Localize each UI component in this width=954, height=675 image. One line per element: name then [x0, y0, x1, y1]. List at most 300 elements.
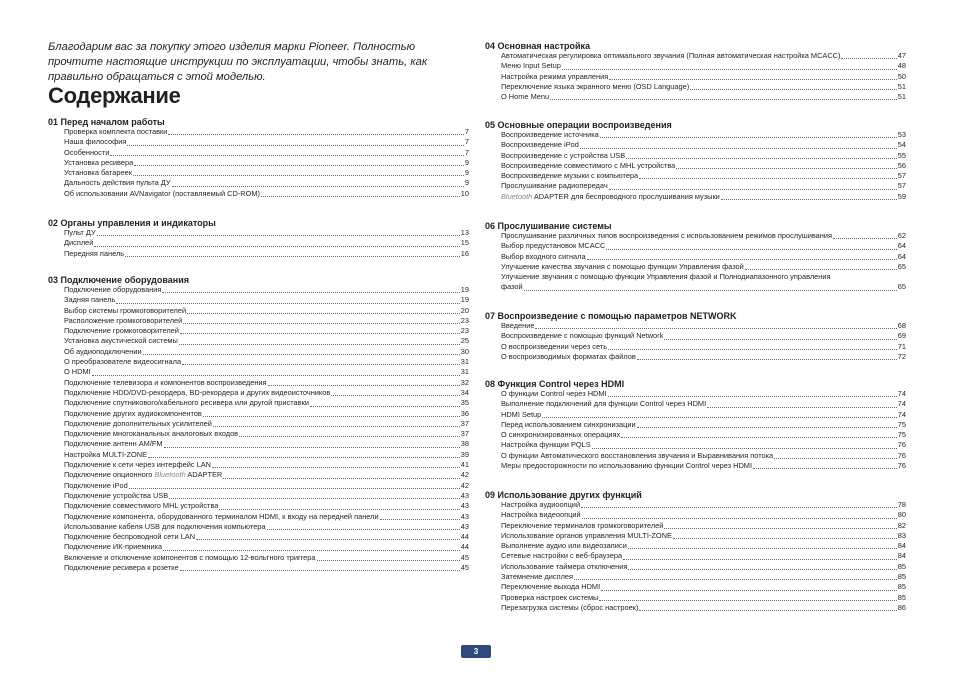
- toc-entry-page: 45: [460, 563, 469, 573]
- leader-dots: [628, 548, 897, 549]
- toc-entry-line2: [501, 282, 906, 292]
- toc-entry-page: 56: [897, 160, 906, 170]
- toc-entry-label: Подключение ресивера к розетке: [64, 563, 179, 573]
- leader-dots: [148, 457, 460, 458]
- section-title: 07 Воспроизведение с помощью параметров NETWORK: [485, 311, 737, 321]
- toc-entry[interactable]: [501, 321, 906, 331]
- toc-entry-label: Переключение терминалов громкоговорителей: [501, 520, 664, 530]
- leader-dots: [581, 507, 897, 508]
- toc-entry[interactable]: [64, 378, 469, 388]
- toc-entry-label: Улучшение качества звучания с помощью функции Управления фазой: [501, 261, 744, 271]
- leader-dots: [664, 339, 896, 340]
- leader-dots: [129, 488, 460, 489]
- toc-entry-page: 44: [460, 532, 469, 542]
- leader-dots: [172, 186, 464, 187]
- toc-entry[interactable]: [501, 140, 906, 150]
- toc-entry[interactable]: [501, 420, 906, 430]
- leader-dots: [608, 349, 897, 350]
- toc-entry-page: 57: [897, 181, 906, 191]
- leader-dots: [542, 417, 897, 418]
- toc-entry[interactable]: [501, 451, 906, 461]
- label-post: ADAPTER для беспроводного прослушивания музыки: [532, 191, 720, 201]
- toc-entry-page: 80: [897, 510, 906, 520]
- toc-entry-page: 32: [460, 377, 469, 387]
- toc-entry-page: 51: [897, 81, 906, 91]
- toc-entry-page: 74: [897, 389, 906, 398]
- leader-dots: [317, 560, 460, 561]
- toc-entry[interactable]: [501, 231, 906, 241]
- toc-entry-label: Подключение спутникового/кабельного ресивера или другой приставки: [64, 398, 309, 408]
- toc-entry-page: 10: [460, 188, 469, 198]
- toc-entry-label: Передняя панель: [64, 248, 125, 258]
- toc-entry-label: Выбор системы громкоговорителей: [64, 305, 187, 315]
- toc-entry-label: Воспроизведение iPod: [501, 140, 579, 150]
- toc-entry-label: Подключение оборудования: [64, 285, 162, 294]
- leader-dots: [213, 426, 460, 427]
- toc-entry-label: Выбор предустановок MCACC: [501, 241, 606, 251]
- leader-dots: [180, 570, 460, 571]
- leader-dots: [721, 199, 897, 200]
- toc-entry[interactable]: [64, 542, 469, 552]
- toc-entry-page: 37: [460, 418, 469, 428]
- toc-entry[interactable]: [501, 262, 906, 272]
- toc-entry-page: 76: [897, 461, 906, 471]
- leader-dots: [164, 447, 460, 448]
- toc-entry[interactable]: [64, 189, 469, 199]
- toc-entry[interactable]: [501, 272, 906, 293]
- toc-entry[interactable]: [64, 460, 469, 470]
- toc-entry-page: 59: [897, 191, 906, 201]
- toc-entry-page: 19: [460, 285, 469, 294]
- leader-dots: [133, 175, 464, 176]
- toc-entry[interactable]: [64, 388, 469, 398]
- leader-dots: [94, 246, 459, 247]
- toc-entry-page: 20: [460, 305, 469, 315]
- toc-entry-label: О функции Control через HDMI: [501, 389, 607, 398]
- leader-dots: [676, 168, 896, 169]
- toc-entry-label: Автоматическая регулировка оптимального звучания (Полная автоматическая настройка MCACC): [501, 51, 841, 60]
- section-title: 06 Прослушивание системы: [485, 221, 612, 231]
- toc-entry-page: 64: [897, 241, 906, 251]
- leader-dots: [592, 448, 897, 449]
- toc-entry-page: 78: [897, 500, 906, 509]
- toc-entry[interactable]: [64, 306, 469, 316]
- toc-entry-label: Воспроизведение с помощью функций Network: [501, 331, 664, 341]
- toc-entry-label: Переключение языка экранного меню (OSD Language): [501, 81, 690, 91]
- toc-entry-page: 48: [897, 61, 906, 71]
- toc-entry[interactable]: [501, 151, 906, 161]
- leader-dots: [239, 436, 460, 437]
- toc-entry-label: Введение: [501, 321, 535, 330]
- section-title: 02 Органы управления и индикаторы: [48, 218, 216, 228]
- toc-entry-label-cont: фазой: [501, 282, 523, 292]
- toc-entry[interactable]: [64, 158, 469, 168]
- toc-entry-label: Подключение совместимого MHL устройства: [64, 501, 219, 511]
- toc-entry-page: 15: [460, 238, 469, 248]
- leader-dots: [673, 538, 897, 539]
- toc-entry-label: О воспроизведении через сеть: [501, 341, 608, 351]
- toc-entry-page: 75: [897, 430, 906, 440]
- toc-entry-page: 71: [897, 341, 906, 351]
- toc-entry-label: Дальность действия пульта ДУ: [64, 178, 171, 188]
- toc-entry[interactable]: [64, 398, 469, 408]
- leader-dots: [180, 333, 460, 334]
- leader-dots: [599, 600, 896, 601]
- toc-entry-page: 38: [460, 439, 469, 449]
- leader-dots: [639, 610, 896, 611]
- toc-entry-page: 54: [897, 140, 906, 150]
- toc-entry-label: Подключение многоканальных аналоговых входов: [64, 429, 239, 439]
- toc-entry[interactable]: [64, 285, 469, 295]
- toc-entry-label: Установка батареек: [64, 168, 132, 178]
- leader-dots: [600, 137, 897, 138]
- toc-entry-page: 72: [897, 351, 906, 361]
- toc-entry-label: Настройка режима управления: [501, 71, 609, 81]
- toc-entry-page: 7: [464, 147, 469, 157]
- leader-dots: [97, 235, 460, 236]
- toc-entry-page: 43: [460, 511, 469, 521]
- leader-dots: [196, 539, 460, 540]
- toc-entry[interactable]: [501, 161, 906, 171]
- toc-entry-label: Сетевые настройки с веб-браузера: [501, 551, 623, 561]
- toc-entry[interactable]: [501, 430, 906, 440]
- toc-entry-page: 31: [460, 367, 469, 377]
- toc-entry-page: 86: [897, 602, 906, 612]
- toc-entry[interactable]: [64, 238, 469, 248]
- toc-entry[interactable]: [501, 171, 906, 181]
- toc-entry-label: О функции Автоматического восстановления звучания и Выравнивания потока: [501, 450, 774, 460]
- toc-entry[interactable]: [501, 461, 906, 471]
- toc-entry[interactable]: [64, 553, 469, 563]
- toc-entry-page: 55: [897, 150, 906, 160]
- toc-entry-label: Использование таймера отключения: [501, 561, 628, 571]
- toc-entry[interactable]: [501, 510, 906, 520]
- leader-dots: [187, 313, 460, 314]
- toc-entry-label: Прослушивание различных типов воспроизведения с использованием режимов прослушивания: [501, 231, 833, 240]
- leader-dots: [143, 354, 460, 355]
- toc-list: [501, 389, 906, 471]
- toc-entry-page: 35: [460, 398, 469, 408]
- leader-dots: [219, 509, 459, 510]
- toc-entry[interactable]: [501, 61, 906, 71]
- toc-entry-page: 85: [897, 561, 906, 571]
- toc-entry-page: 74: [897, 409, 906, 419]
- toc-entry-page: 42: [460, 480, 469, 490]
- leader-dots: [587, 259, 897, 260]
- toc-entry-label: Расположение громкоговорителей: [64, 315, 183, 325]
- toc-entry-label: О преобразователе видеосигнала: [64, 357, 182, 367]
- leader-dots: [134, 165, 464, 166]
- toc-entry[interactable]: [64, 137, 469, 147]
- toc-entry-page: 85: [897, 592, 906, 602]
- toc-entry-label: [501, 192, 720, 202]
- leader-dots: [707, 407, 897, 408]
- toc-entry[interactable]: [501, 252, 906, 262]
- toc-entry[interactable]: [64, 357, 469, 367]
- leader-dots: [639, 178, 897, 179]
- toc-entry-label: О синхронизированных операциях: [501, 430, 621, 440]
- label-pre: Подключение опционного: [64, 470, 155, 480]
- toc-entry-label: Подключение устройства USB: [64, 490, 169, 500]
- toc-entry[interactable]: [64, 178, 469, 188]
- page-title: Содержание: [48, 83, 181, 108]
- toc-entry[interactable]: [64, 512, 469, 522]
- toc-entry[interactable]: [64, 481, 469, 491]
- leader-dots: [606, 249, 896, 250]
- toc-entry[interactable]: [64, 336, 469, 346]
- toc-entry-page: 41: [460, 460, 469, 470]
- toc-entry-page: 30: [460, 346, 469, 356]
- toc-entry[interactable]: [501, 603, 906, 613]
- toc-entry[interactable]: [501, 241, 906, 251]
- toc-entry[interactable]: [64, 316, 469, 326]
- toc-list: [501, 130, 906, 202]
- toc-entry-page: 37: [460, 429, 469, 439]
- toc-entry-page: 43: [460, 490, 469, 500]
- leader-dots: [380, 519, 460, 520]
- toc-entry[interactable]: [501, 551, 906, 561]
- toc-entry[interactable]: [501, 593, 906, 603]
- toc-entry[interactable]: [64, 491, 469, 501]
- toc-entry[interactable]: [64, 367, 469, 377]
- toc-entry-label: Об аудиоподключении: [64, 346, 142, 356]
- toc-entry[interactable]: [64, 450, 469, 460]
- toc-entry-label: Меню Input Setup: [501, 61, 561, 71]
- toc-entry-page: 43: [460, 521, 469, 531]
- section-title: 09 Использование других функций: [485, 490, 642, 500]
- leader-dots: [223, 478, 459, 479]
- toc-entry-label: Настройка функции PQLS: [501, 440, 591, 450]
- toc-entry-page: 65: [897, 261, 906, 271]
- toc-entry-page: 31: [460, 357, 469, 367]
- leader-dots: [623, 559, 897, 560]
- toc-entry-label: Подключение телевизора и компонентов воспроизведения: [64, 377, 267, 387]
- toc-entry-label: О воспроизводимых форматах файлов: [501, 351, 636, 361]
- toc-entry[interactable]: [501, 531, 906, 541]
- leader-dots: [626, 158, 897, 159]
- toc-entry-page: 7: [464, 137, 469, 147]
- toc-entry-label: Прослушивание радиопередач: [501, 181, 608, 191]
- toc-entry-page: 45: [460, 552, 469, 562]
- leader-dots: [127, 145, 464, 146]
- toc-entry-label: О HDMI: [64, 367, 91, 377]
- toc-entry[interactable]: [501, 399, 906, 409]
- toc-entry[interactable]: [501, 352, 906, 362]
- toc-entry-page: 9: [464, 168, 469, 178]
- page-number-badge: 3: [461, 645, 491, 658]
- toc-entry[interactable]: [64, 148, 469, 158]
- toc-entry-label: Особенности: [64, 147, 110, 157]
- toc-entry[interactable]: [64, 127, 469, 137]
- toc-entry[interactable]: [64, 470, 469, 480]
- leader-dots: [608, 396, 897, 397]
- toc-entry-label: Проверка настроек системы: [501, 592, 599, 602]
- leader-dots: [116, 303, 460, 304]
- toc-entry-label: Перед использованием синхронизации: [501, 419, 636, 429]
- toc-entry[interactable]: [64, 563, 469, 573]
- toc-entry-page: 83: [897, 530, 906, 540]
- toc-entry[interactable]: [64, 439, 469, 449]
- toc-entry-page: 76: [897, 450, 906, 460]
- toc-entry-label: Воспроизведение источника: [501, 130, 599, 139]
- toc-entry-page: 51: [897, 92, 906, 102]
- toc-entry-label: Подключение беспроводной сети LAN: [64, 532, 196, 542]
- leader-dots: [550, 99, 897, 100]
- toc-entry-label: Подключение антенн AM/FM: [64, 439, 163, 449]
- leader-dots: [745, 269, 897, 270]
- toc-entry-label: Дисплей: [64, 238, 94, 248]
- toc-entry[interactable]: [501, 562, 906, 572]
- section-title: 08 Функция Control через HDMI: [485, 379, 625, 389]
- leader-dots: [580, 148, 897, 149]
- toc-entry-label: Использование кабеля USB для подключения компьютера: [64, 521, 266, 531]
- toc-entry-page: 36: [460, 408, 469, 418]
- toc-entry-label: Затемнение дисплея: [501, 572, 574, 582]
- toc-entry[interactable]: [501, 192, 906, 202]
- toc-entry[interactable]: [501, 500, 906, 510]
- toc-entry[interactable]: [501, 181, 906, 191]
- toc-entry-page: 9: [464, 178, 469, 188]
- toc-entry-label: О Home Menu: [501, 92, 550, 102]
- toc-list: [501, 321, 906, 362]
- leader-dots: [664, 528, 896, 529]
- leader-dots: [582, 518, 897, 519]
- toc-entry-label: Настройка MULTI-ZONE: [64, 449, 148, 459]
- leader-dots: [637, 359, 897, 360]
- toc-entry-page: 82: [897, 520, 906, 530]
- toc-entry[interactable]: [501, 572, 906, 582]
- toc-entry-page: 42: [460, 470, 469, 480]
- leader-dots: [535, 328, 896, 329]
- toc-entry-label: Использование органов управления MULTI-ZONE: [501, 530, 672, 540]
- toc-entry[interactable]: [501, 331, 906, 341]
- toc-entry[interactable]: [64, 228, 469, 238]
- leader-dots: [168, 134, 463, 135]
- toc-entry[interactable]: [64, 522, 469, 532]
- toc-entry[interactable]: [64, 419, 469, 429]
- toc-entry-page: 34: [460, 387, 469, 397]
- toc-list: [501, 500, 906, 613]
- toc-entry[interactable]: [64, 295, 469, 305]
- toc-entry-label: Меры предосторожности по использованию функции Control через HDMI: [501, 461, 753, 471]
- toc-list: [64, 127, 469, 199]
- toc-entry-label: Проверка комплекта поставки: [64, 127, 168, 136]
- toc-entry[interactable]: [501, 82, 906, 92]
- leader-dots: [267, 529, 460, 530]
- toc-list: [64, 285, 469, 573]
- toc-entry[interactable]: [64, 429, 469, 439]
- leader-dots: [183, 323, 459, 324]
- leader-dots: [331, 395, 460, 396]
- toc-entry-label: Наша философия: [64, 137, 127, 147]
- label-post: ADAPTER: [185, 470, 223, 480]
- section-title: 01 Перед началом работы: [48, 117, 165, 127]
- toc-entry[interactable]: [501, 92, 906, 102]
- toc-entry-label: Задняя панель: [64, 295, 116, 305]
- toc-entry-page: 13: [460, 228, 469, 237]
- toc-entry[interactable]: [64, 501, 469, 511]
- toc-entry[interactable]: [501, 130, 906, 140]
- toc-entry-label: Выполнение аудио или видеозаписи: [501, 541, 627, 551]
- leader-dots: [310, 406, 460, 407]
- toc-entry-page: 69: [897, 331, 906, 341]
- toc-entry-label: HDMI Setup: [501, 409, 542, 419]
- toc-entry-label: Воспроизведение музыки с компьютера: [501, 171, 639, 181]
- leader-dots: [833, 238, 897, 239]
- toc-entry[interactable]: [64, 326, 469, 336]
- intro-text: Благодарим вас за покупку этого изделия марки Pioneer. Полностью прочтите настоящие инструкции по эксплуатации, чтобы знать, как правильно обращаться с этой моделью.: [48, 41, 428, 83]
- toc-entry-page: 57: [897, 171, 906, 181]
- toc-entry-page: 9: [464, 157, 469, 167]
- toc-entry-page: 85: [897, 572, 906, 582]
- toc-entry-page: 39: [460, 449, 469, 459]
- toc-entry-label: Настройка видеоопций: [501, 510, 581, 520]
- leader-dots: [125, 256, 460, 257]
- toc-entry-page: 19: [460, 295, 469, 305]
- toc-entry-label: Переключение выхода HDMI: [501, 582, 601, 592]
- leader-dots: [182, 364, 460, 365]
- toc-entry[interactable]: [501, 410, 906, 420]
- toc-entry-page: 23: [460, 326, 469, 336]
- toc-entry[interactable]: [64, 168, 469, 178]
- toc-entry[interactable]: [64, 249, 469, 259]
- toc-entry-label: Подключение ИК-приемника: [64, 542, 163, 552]
- leader-dots: [562, 69, 897, 70]
- toc-entry-page: 25: [460, 336, 469, 346]
- toc-entry-label: Включение и отключение компонентов с помощью 12-вольтного триггера: [64, 552, 316, 562]
- toc-entry-page: 85: [897, 582, 906, 592]
- toc-entry-label: Об использовании AVNavigator (поставляемый CD-ROM): [64, 188, 261, 198]
- toc-entry-label: Подключение компонента, оборудованного терминалом HDMI, к входу на передней панели: [64, 511, 379, 521]
- toc-entry-page: 84: [897, 551, 906, 561]
- toc-entry-page: 44: [460, 542, 469, 552]
- toc-entry[interactable]: [501, 582, 906, 592]
- leader-dots: [601, 590, 897, 591]
- toc-entry[interactable]: [501, 72, 906, 82]
- toc-entry-page: 65: [897, 282, 906, 292]
- leader-dots: [690, 89, 897, 90]
- toc-entry-label: Настройка аудиоопций: [501, 500, 581, 509]
- toc-entry[interactable]: [501, 521, 906, 531]
- toc-entry-page: 47: [897, 51, 906, 60]
- toc-entry[interactable]: [64, 347, 469, 357]
- toc-entry-label: Установка ресивера: [64, 157, 134, 167]
- toc-entry-label: [64, 470, 222, 480]
- toc-entry[interactable]: [501, 541, 906, 551]
- leader-dots: [203, 416, 460, 417]
- toc-entry-label: Подключение HDD/DVD-рекордера, BD-рекордера и других видеоисточников: [64, 387, 331, 397]
- toc-entry-page: 76: [897, 440, 906, 450]
- toc-entry[interactable]: [64, 409, 469, 419]
- toc-entry[interactable]: [501, 389, 906, 399]
- leader-dots: [637, 427, 897, 428]
- leader-dots: [92, 375, 460, 376]
- toc-entry-label: Подключение громкоговорителей: [64, 326, 179, 336]
- leader-dots: [753, 468, 897, 469]
- toc-entry[interactable]: [501, 440, 906, 450]
- toc-entry-label: Улучшение звучания с помощью функции Управления фазой и Полнодиапазонного управления: [501, 272, 831, 282]
- leader-dots: [179, 344, 460, 345]
- leader-dots: [261, 196, 460, 197]
- toc-entry-page: 23: [460, 315, 469, 325]
- toc-list: [64, 228, 469, 259]
- toc-entry-page: 7: [464, 127, 469, 136]
- toc-entry[interactable]: [501, 342, 906, 352]
- toc-entry[interactable]: [501, 51, 906, 61]
- toc-entry-label: Установка акустической системы: [64, 336, 178, 346]
- toc-entry-page: 53: [897, 130, 906, 139]
- toc-entry[interactable]: [64, 532, 469, 542]
